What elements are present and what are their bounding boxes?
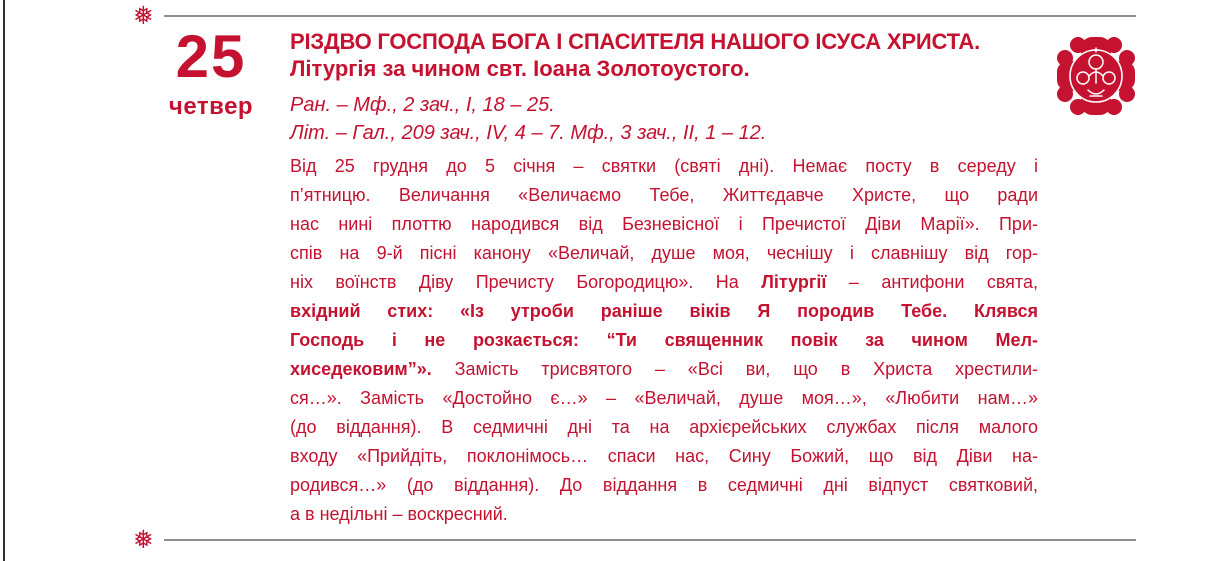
feast-entry xyxy=(290,28,1038,529)
feast-title: РІЗДВО ГОСПОДА БОГА І СПАСИТЕЛЯ НАШОГО ІСУСА ХРИСТА. xyxy=(290,29,981,54)
body-line: Господь і не розкається: “Ти священник повік за чином Мел- xyxy=(290,330,1038,350)
body-line: а в недільні – воскресний. xyxy=(290,504,508,524)
body-line: родився…» (до віддання). До віддання в седмичні дні відпуст святковий, xyxy=(290,475,1038,495)
body-line: ся…». Замість «Достойно є…» – «Величай, душе моя…», «Любити нам…» xyxy=(290,388,1038,408)
horizontal-rule-bottom xyxy=(164,539,1136,541)
body-line: спів на 9-й пісні канону «Величай, душе моя, чеснішу і славнішу від гор- xyxy=(290,243,1038,263)
scripture-readings xyxy=(290,91,1038,147)
page-edge-line xyxy=(3,0,5,561)
body-line: входу «Прийдіть, поклонімось… спаси нас, Сину Божий, що від Діви на- xyxy=(290,446,1038,466)
calendar-weekday: четвер xyxy=(168,93,254,120)
snowflake-ornament-bottom-icon: ❅ xyxy=(133,525,154,554)
body-line: (до віддання). В седмичні дні та на архієрейських службах після малого xyxy=(290,417,1038,437)
body-line: ніх воїнств Діву Пречисту Богородицю». На Літургії – антифони свята, xyxy=(290,272,1038,292)
body-line: п’ятницю. Величання «Величаємо Тебе, Життєдавче Христе, що ради xyxy=(290,185,1038,205)
body-line: хиседековим”». Замість трисвятого – «Всі ви, що в Христа хрестили- xyxy=(290,359,1038,379)
body-line: вхідний стих: «Із утроби раніше віків Я породив Тебе. Клявся xyxy=(290,301,1038,321)
reading-line-matins: Ран. – Мф., 2 зач., І, 18 – 25. xyxy=(290,94,555,116)
horizontal-rule-top xyxy=(164,15,1136,17)
nativity-cross-icon xyxy=(1052,32,1140,120)
liturgy-subtitle: Літургія за чином свт. Іоана Золотоустого. xyxy=(290,56,750,81)
body-line: нас нині плоттю народився від Безневісної і Пречистої Діви Марії». При- xyxy=(290,214,1038,234)
body-line: Від 25 грудня до 5 січня – святки (святі дні). Немає посту в середу і xyxy=(290,156,1038,176)
snowflake-ornament-top-icon: ❅ xyxy=(133,1,154,30)
date-block xyxy=(152,23,270,121)
calendar-day-number: 25 xyxy=(175,23,247,90)
feast-description xyxy=(290,152,1038,529)
reading-line-liturgy: Літ. – Гал., 209 зач., IV, 4 – 7. Мф., 3 зач., ІІ, 1 – 12. xyxy=(290,122,767,144)
